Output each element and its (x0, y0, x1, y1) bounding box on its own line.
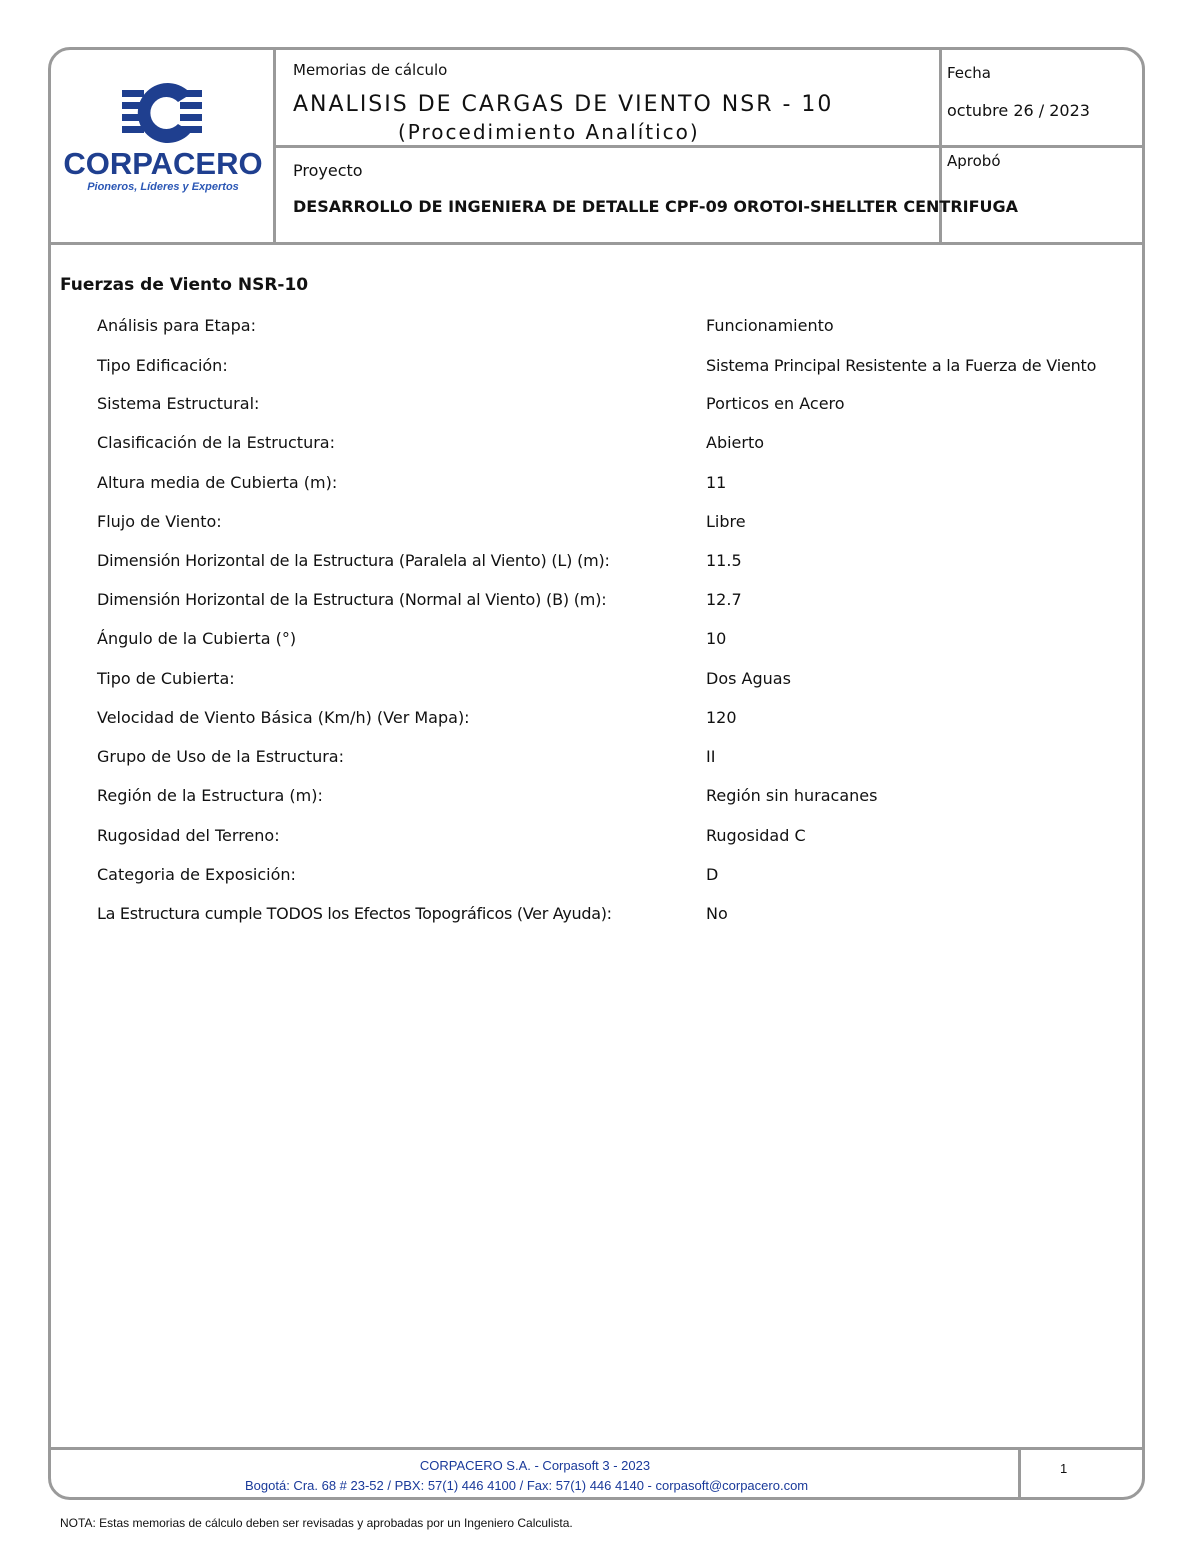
logo-brand: CORPACERO (63, 146, 263, 181)
param-label: Clasificación de la Estructura: (97, 433, 335, 452)
param-value: 11.5 (706, 551, 742, 570)
param-label: Ángulo de la Cubierta (°) (97, 629, 297, 648)
aprobo-label: Aprobó (947, 152, 1001, 170)
param-value: D (706, 865, 719, 884)
param-label: Velocidad de Viento Básica (Km/h) (Ver Mapa): (97, 708, 470, 727)
param-label: Dimensión Horizontal de la Estructura (Paralela al Viento) (L) (m): (97, 551, 610, 570)
param-label: Rugosidad del Terreno: (97, 826, 280, 845)
param-label: Categoria de Exposición: (97, 865, 296, 884)
page-frame (48, 47, 1145, 1500)
param-value: II (706, 747, 716, 766)
param-label: Región de la Estructura (m): (97, 786, 323, 805)
param-value: Dos Aguas (706, 669, 791, 688)
fecha-label: Fecha (947, 64, 991, 82)
param-value: Región sin huracanes (706, 786, 878, 805)
footer-page-divider (1018, 1449, 1021, 1499)
param-value: No (706, 904, 728, 923)
param-value: Porticos en Acero (706, 394, 845, 413)
param-value: 12.7 (706, 590, 742, 609)
footer-top-divider (48, 1447, 1145, 1450)
logo-divider (273, 49, 276, 244)
param-label: Análisis para Etapa: (97, 316, 256, 335)
nota-text: NOTA: Estas memorias de cálculo deben ser revisadas y aprobadas por un Ingeniero Calculista. (60, 1516, 573, 1530)
param-label: Grupo de Uso de la Estructura: (97, 747, 344, 766)
param-value: 11 (706, 473, 727, 492)
param-value: 10 (706, 629, 727, 648)
page-subtitle: (Procedimiento Analítico) (398, 120, 700, 144)
page-title: ANALISIS DE CARGAS DE VIENTO NSR - 10 (293, 92, 834, 117)
fecha-value: octubre 26 / 2023 (947, 101, 1090, 120)
doc-type-label: Memorias de cálculo (293, 61, 448, 79)
param-label: Altura media de Cubierta (m): (97, 473, 338, 492)
footer-company: CORPACERO S.A. - Corpasoft 3 - 2023 (419, 1458, 651, 1473)
header-bottom-divider (48, 242, 1145, 245)
page-number: 1 (1060, 1461, 1068, 1476)
param-value: Sistema Principal Resistente a la Fuerza de Viento (706, 356, 1097, 375)
proyecto-label: Proyecto (293, 161, 363, 180)
section-title: Fuerzas de Viento NSR-10 (60, 275, 309, 295)
param-value: Libre (706, 512, 746, 531)
footer-contact-text: Bogotá: Cra. 68 # 23-52 / PBX: 57(1) 446 4100 / Fax: 57(1) 446 4140 - corpasoft@corpacero.com (245, 1478, 809, 1493)
param-label: La Estructura cumple TODOS los Efectos Topográficos (Ver Ayuda): (97, 904, 612, 923)
param-label: Flujo de Viento: (97, 512, 222, 531)
param-value: Abierto (706, 433, 765, 452)
logo-tagline: Pioneros, Líderes y Expertos (87, 181, 239, 193)
param-value: Rugosidad C (706, 826, 806, 845)
param-label: Tipo de Cubierta: (97, 669, 235, 688)
param-label: Dimensión Horizontal de la Estructura (Normal al Viento) (B) (m): (97, 590, 607, 609)
param-value: 120 (706, 708, 737, 727)
param-label: Sistema Estructural: (97, 394, 260, 413)
proyecto-value: DESARROLLO DE INGENIERA DE DETALLE CPF-09 OROTOI-SHELLTER CENTRIFUGA (293, 197, 1019, 216)
param-value: Funcionamiento (706, 316, 834, 335)
param-label: Tipo Edificación: (97, 356, 228, 375)
header-middle-divider (274, 145, 1145, 148)
